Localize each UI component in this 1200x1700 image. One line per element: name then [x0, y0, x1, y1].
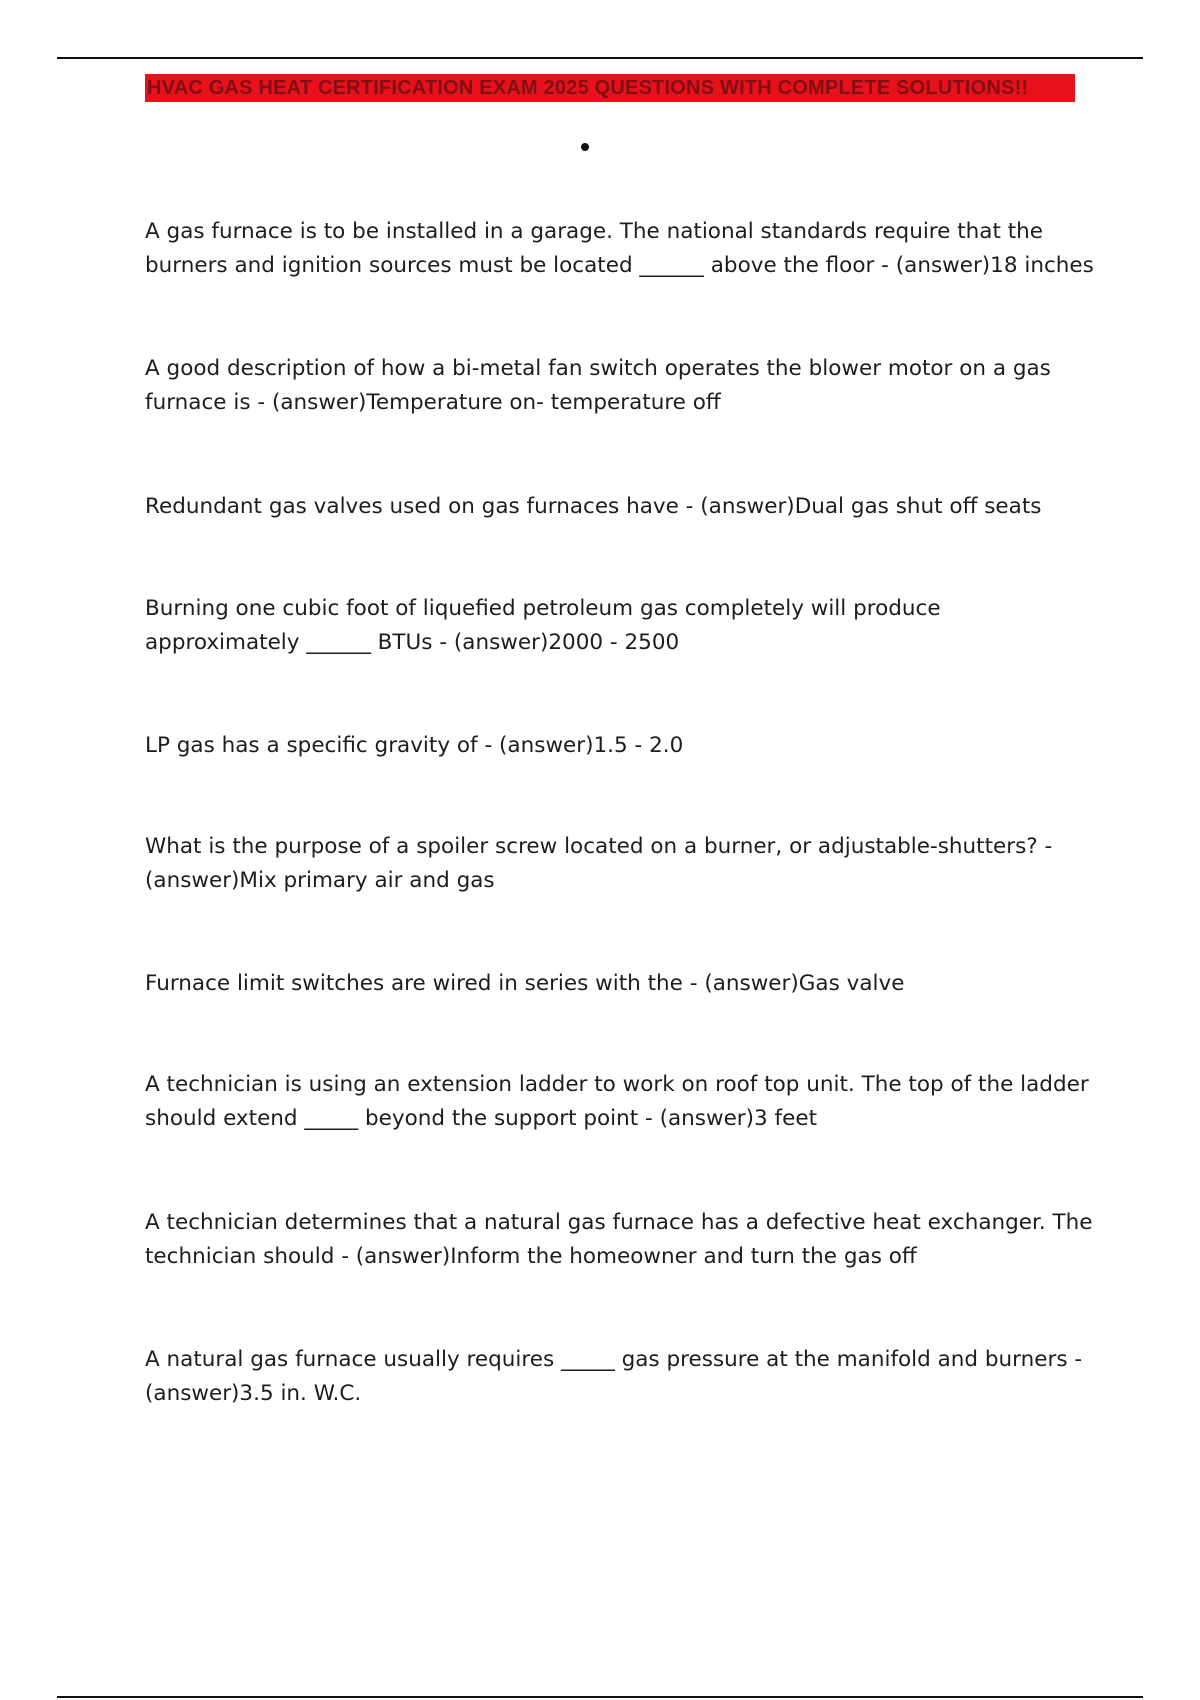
qa-item [145, 1206, 1095, 1274]
qa-line: (answer)Mix primary air and gas [145, 868, 495, 893]
qa-line: (answer)3.5 in. W.C. [145, 1381, 362, 1406]
qa-item [145, 830, 1095, 898]
qa-line: A gas furnace is to be installed in a garage. The national standards require that the [145, 219, 1044, 244]
document-title: HVAC GAS HEAT CERTIFICATION EXAM 2025 QUESTIONS WITH COMPLETE SOLUTIONS!! [147, 77, 1029, 99]
qa-line: What is the purpose of a spoiler screw located on a burner, or adjustable-shutters? - [145, 834, 1053, 859]
qa-line: furnace is - (answer)Temperature on- temperature off [145, 390, 721, 415]
bullet-dot-icon [581, 143, 589, 151]
qa-line: technician should - (answer)Inform the homeowner and turn the gas off [145, 1244, 917, 1269]
qa-item [145, 215, 1095, 283]
qa-line: LP gas has a specific gravity of - (answer)1.5 - 2.0 [145, 733, 684, 758]
qa-line: A good description of how a bi-metal fan switch operates the blower motor on a gas [145, 356, 1051, 381]
qa-line: burners and ignition sources must be located ______ above the floor - (answer)18 inches [145, 253, 1094, 278]
top-rule [57, 57, 1143, 59]
qa-line: should extend _____ beyond the support point - (answer)3 feet [145, 1106, 818, 1131]
qa-item [145, 490, 1095, 524]
qa-item [145, 967, 1095, 1001]
qa-line: Burning one cubic foot of liquefied petroleum gas completely will produce [145, 596, 941, 621]
qa-item [145, 592, 1095, 660]
qa-item [145, 1343, 1095, 1411]
qa-line: approximately ______ BTUs - (answer)2000 - 2500 [145, 630, 680, 655]
qa-line: Redundant gas valves used on gas furnaces have - (answer)Dual gas shut off seats [145, 494, 1042, 519]
bottom-rule [57, 1696, 1143, 1698]
qa-line: A technician determines that a natural gas furnace has a defective heat exchanger. The [145, 1210, 1093, 1235]
qa-line: Furnace limit switches are wired in series with the - (answer)Gas valve [145, 971, 905, 996]
qa-line: A natural gas furnace usually requires _____ gas pressure at the manifold and burners - [145, 1347, 1083, 1372]
qa-item [145, 1068, 1095, 1136]
qa-line: A technician is using an extension ladder to work on roof top unit. The top of the ladder [145, 1072, 1089, 1097]
title-highlight [145, 74, 1075, 102]
qa-item [145, 729, 1095, 763]
qa-item [145, 352, 1095, 420]
